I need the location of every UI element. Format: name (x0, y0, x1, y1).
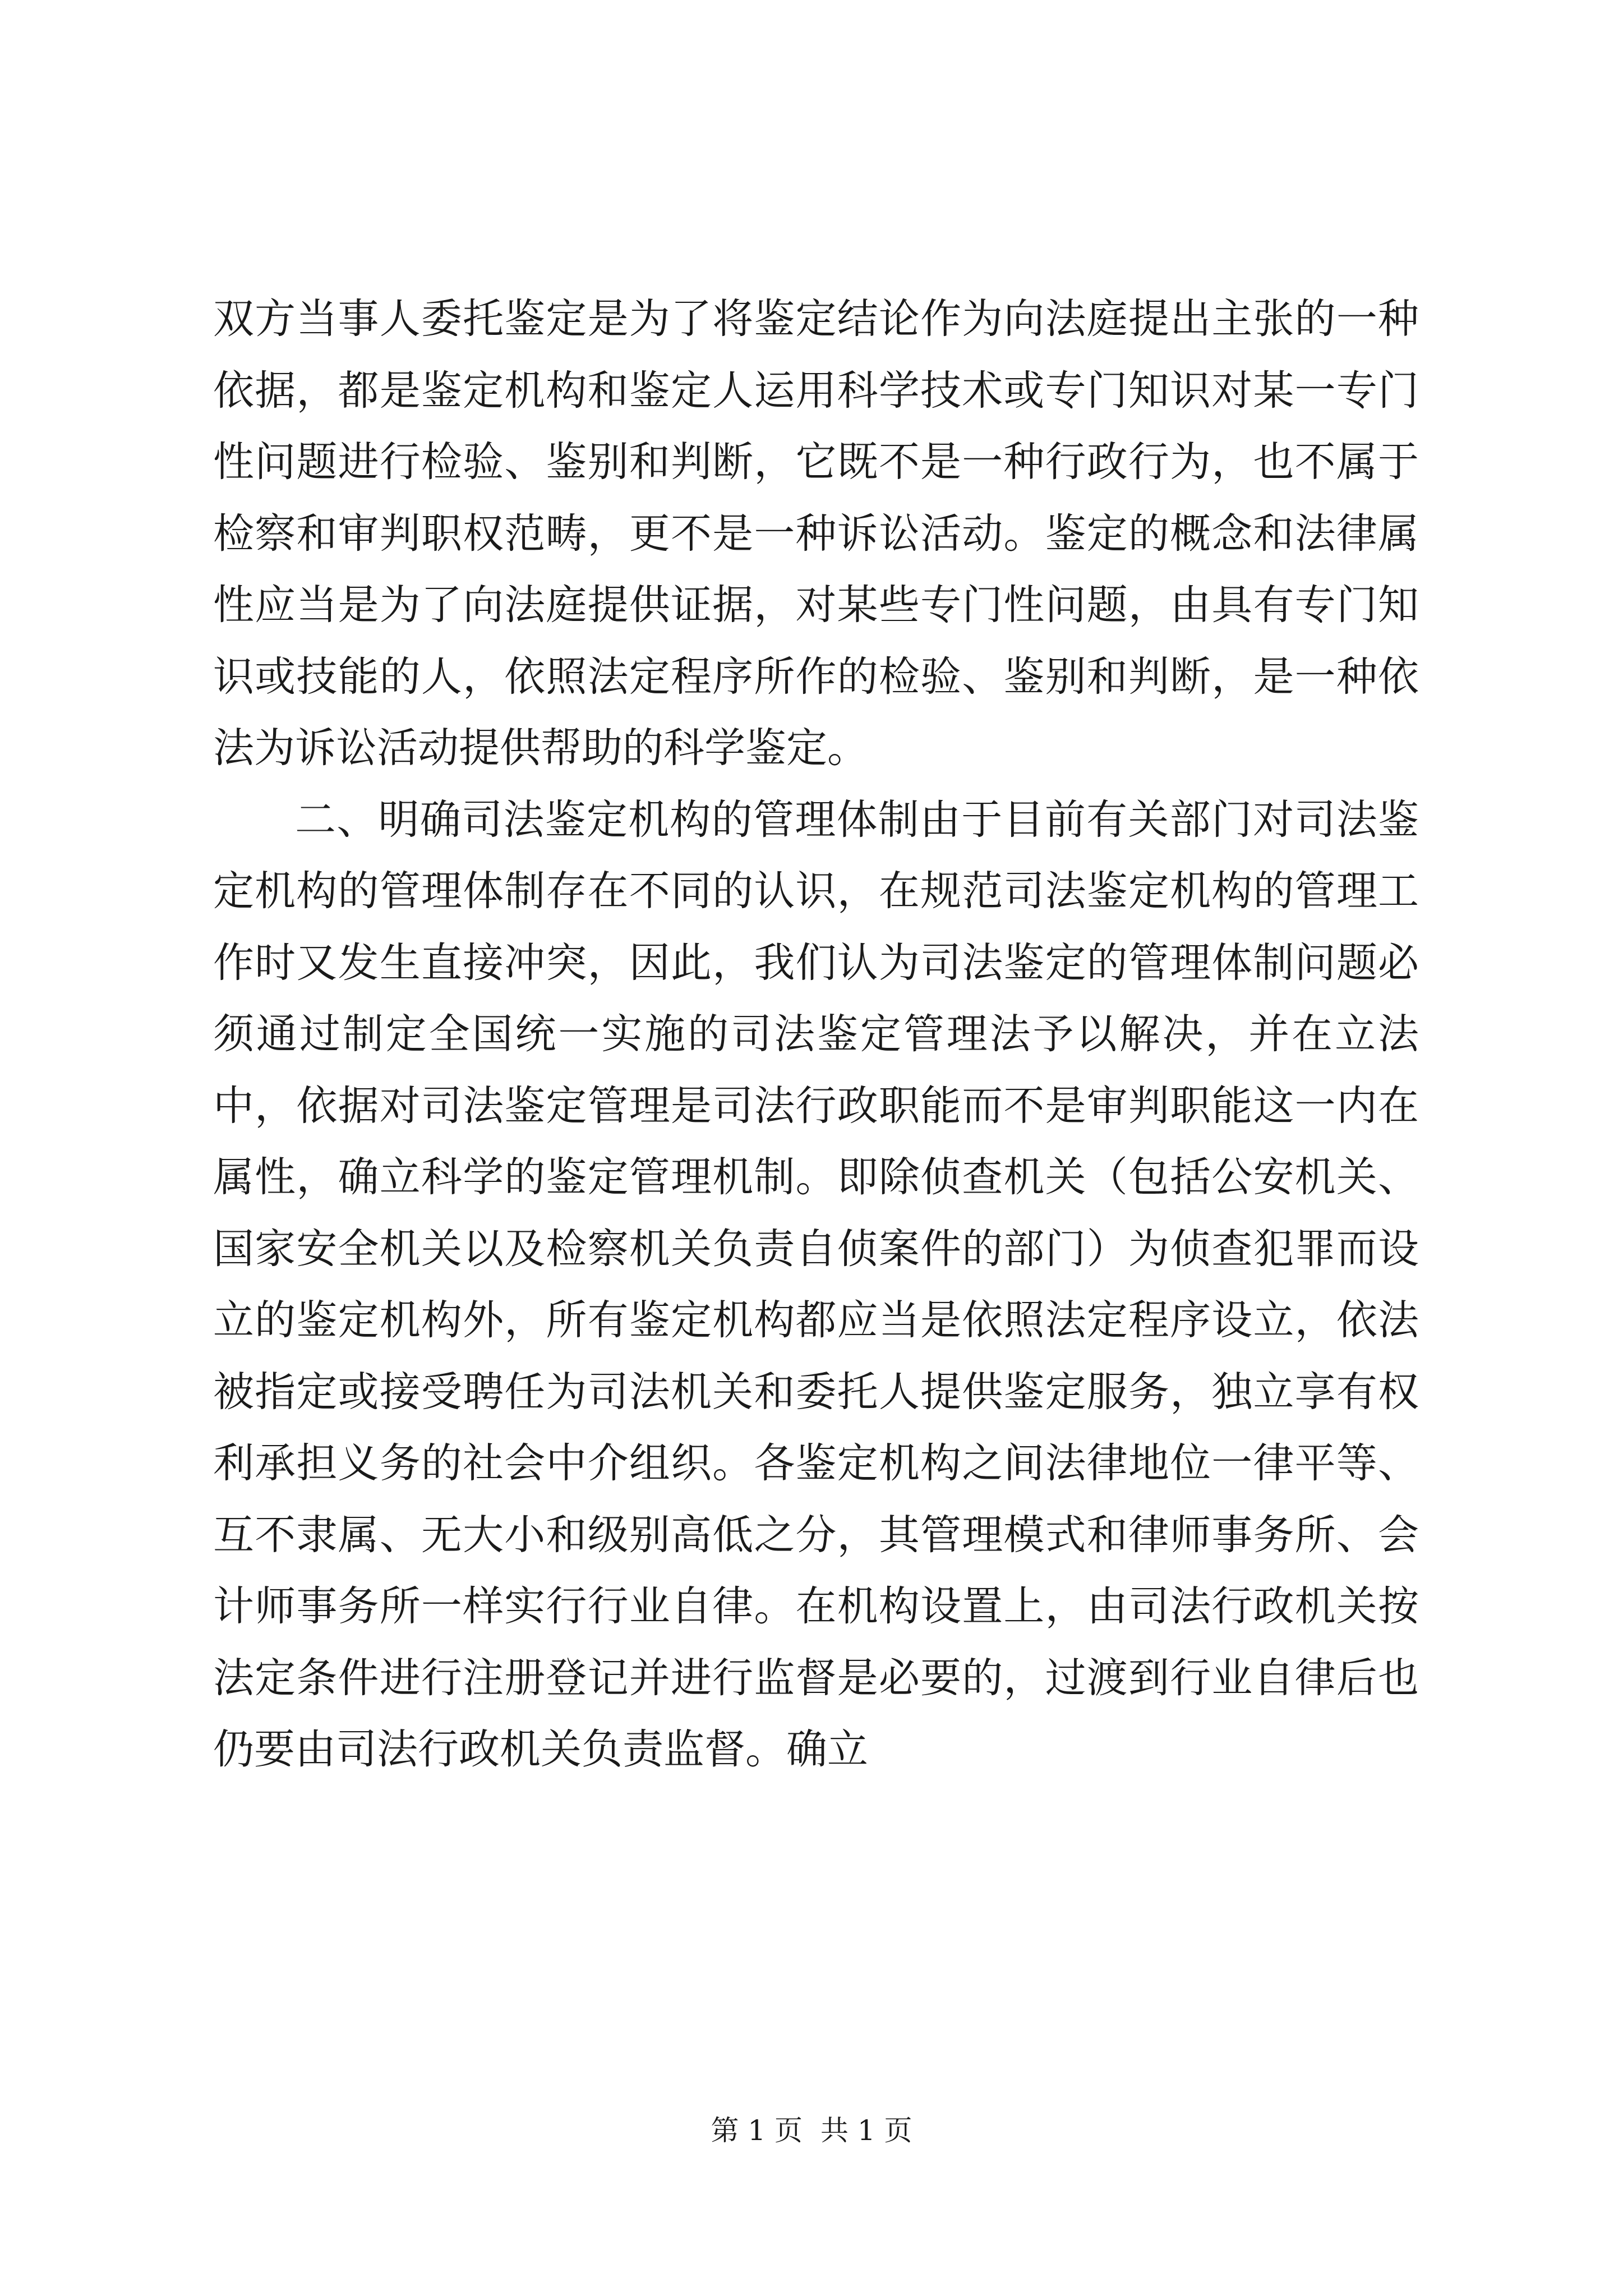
total-pages-label: 共 1 页 (820, 2114, 912, 2147)
document-body (213, 283, 1419, 1786)
current-page-label: 第 1 页 (711, 2114, 803, 2147)
paragraph-section-two: 二、明确司法鉴定机构的管理体制由于目前有关部门对司法鉴定机构的管理体制存在不同的认识，在规范司法鉴定机构的管理工作时又发生直接冲突，因此，我们认为司法鉴定的管理体制问题必须通过制定全国统一实施的司法鉴定管理法予以解决，并在立法中，依据对司法鉴定管理是司法行政职能而不是审判职能这一内在属性，确立科学的鉴定管理机制。即除侦查机关（包括公安机关、国家安全机关以及检察机关负责自侦案件的部门）为侦查犯罪而设立的鉴定机构外，所有鉴定机构都应当是依照法定程序设立，依法被指定或接受聘任为司法机关和委托人提供鉴定服务，独立享有权利承担义务的社会中介组织。各鉴定机构之间法律地位一律平等、互不隶属、无大小和级别高低之分，其管理模式和律师事务所、会计师事务所一样实行行业自律。在机构设置上，由司法行政机关按法定条件进行注册登记并进行监督是必要的，过渡到行业自律后也仍要由司法行政机关负责监督。确立 (213, 795, 1419, 1773)
page-footer (0, 2114, 1623, 2147)
paragraph-continued: 双方当事人委托鉴定是为了将鉴定结论作为向法庭提出主张的一种依据，都是鉴定机构和鉴定人运用科学技术或专门知识对某一专门性问题进行检验、鉴别和判断，它既不是一种行政行为，也不属于检察和审判职权范畴，更不是一种诉讼活动。鉴定的概念和法律属性应当是为了向法庭提供证据，对某些专门性问题，由具有专门知识或技能的人，依照法定程序所作的检验、鉴别和判断，是一种依法为诉讼活动提供帮助的科学鉴定。 (213, 295, 1419, 772)
